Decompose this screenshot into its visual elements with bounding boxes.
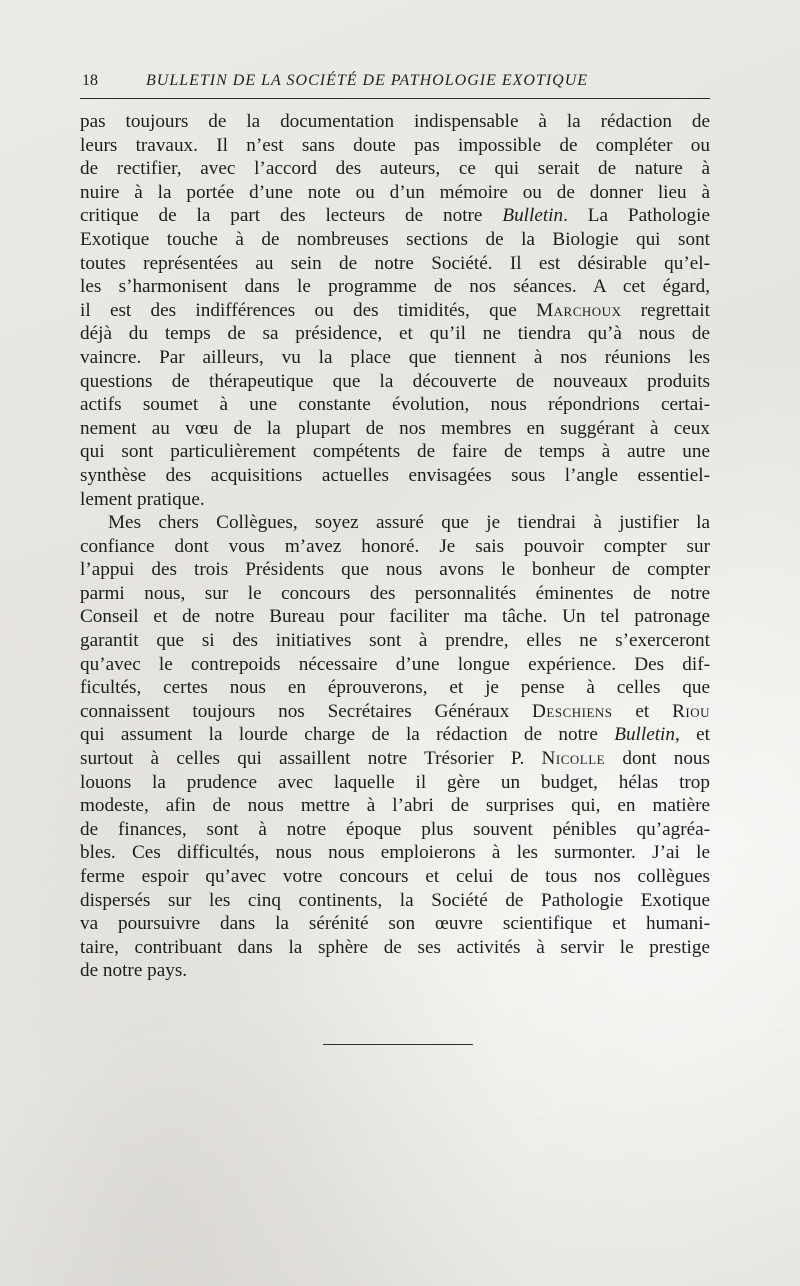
text-run: ferme espoir qu’avec votre concours et celui de tous nos collègues xyxy=(80,866,710,887)
text-line xyxy=(80,299,710,323)
text-run: il est des indifférences ou des timidités, que xyxy=(80,299,537,321)
text-line xyxy=(80,535,710,559)
text-run: leurs travaux. Il n’est sans doute pas impossible de compléter ou xyxy=(80,134,710,156)
text-line xyxy=(80,393,710,417)
text-run: louons la prudence avec laquelle il gère un budget, hélas trop xyxy=(80,771,710,793)
text-line xyxy=(80,110,710,134)
text-line xyxy=(80,605,710,629)
text-line xyxy=(80,157,710,181)
text-line xyxy=(80,322,710,346)
text-run: de rectifier, avec l’accord des auteurs, ce qui serait de nature à xyxy=(80,158,710,180)
text-run: surtout à celles qui assaillent notre Trésorier P. xyxy=(80,748,542,770)
text-line xyxy=(80,700,710,724)
text-line xyxy=(80,936,710,960)
text-run: qui sont particulièrement compétents de faire de temps à autre une xyxy=(80,441,710,463)
text-run: les s’harmonisent dans le programme de nos séances. A cet égard, xyxy=(80,276,710,298)
text-line xyxy=(80,747,710,771)
text-line xyxy=(80,676,710,700)
page-number: 18 xyxy=(82,72,98,89)
text-line xyxy=(80,841,710,865)
person-name: Marchoux xyxy=(536,299,622,321)
text-line xyxy=(80,440,710,464)
text-run: taire, contribuant dans la sphère de ses activités à servir le prestige xyxy=(80,936,710,958)
text-run: ficultés, certes nous en éprouverons, et je pense à celles que xyxy=(80,677,710,699)
text-run: de notre pays. xyxy=(80,960,188,982)
text-run: et xyxy=(612,700,673,722)
text-run: nuire à la portée d’une note ou d’un mémoire ou de donner lieu à xyxy=(80,181,710,203)
text-line xyxy=(80,417,710,441)
text-line xyxy=(80,771,710,795)
text-run: questions de thérapeutique que la découverte de nouveaux produits xyxy=(80,370,710,392)
italic-title: Bulletin xyxy=(614,724,675,746)
text-line xyxy=(80,181,710,205)
text-run: confiance dont vous m’avez honoré. Je sais pouvoir compter sur xyxy=(80,535,710,557)
text-run: synthèse des acquisitions actuelles envisagées sous l’angle essentiel- xyxy=(80,464,710,486)
text-run: qui assument la lourde charge de la rédaction de notre xyxy=(80,724,615,746)
text-line xyxy=(80,558,710,582)
text-run: dispersés sur les cinq continents, la Société de Pathologie Exotique xyxy=(80,889,710,911)
text-run: bles. Ces difficultés, nous nous emploierons à les surmonter. J’ai le xyxy=(80,842,710,864)
text-run: de finances, sont à notre époque plus souvent pénibles qu’agréa- xyxy=(80,818,710,840)
text-run: vaincre. Par ailleurs, vu la place que tiennent à nos réunions les xyxy=(80,346,710,368)
text-line xyxy=(80,346,710,370)
text-run: l’appui des trois Présidents que nous avons le bonheur de compter xyxy=(80,559,710,581)
text-run: va poursuivre dans la sérénité son œuvre scientifique et humani- xyxy=(80,913,710,935)
paragraph-2 xyxy=(80,511,710,983)
text-line xyxy=(80,959,710,983)
text-run: lement pratique. xyxy=(80,488,205,510)
text-run: déjà du temps de sa présidence, et qu’il ne tiendra qu’à nous de xyxy=(80,323,710,345)
text-run: critique de la part des lecteurs de notre xyxy=(80,205,503,227)
italic-title: Bulletin xyxy=(502,205,564,227)
text-run: pas toujours de la documentation indispensable à la rédaction de xyxy=(80,111,710,132)
text-run: actifs soumet à une constante évolution, nous répondrions certai- xyxy=(80,394,710,416)
text-run: qu’avec le contrepoids nécessaire d’une longue expérience. Des dif- xyxy=(80,653,710,675)
body-text xyxy=(80,110,710,983)
text-line xyxy=(80,818,710,842)
text-line xyxy=(80,370,710,394)
text-run: regrettait xyxy=(621,299,710,321)
text-line xyxy=(80,204,710,228)
text-line xyxy=(80,865,710,889)
text-line xyxy=(80,511,710,535)
text-run: garantit que si des initiatives sont à prendre, elles ne s’exerceront xyxy=(80,630,710,652)
text-line xyxy=(80,582,710,606)
text-line xyxy=(80,912,710,936)
text-run: connaissent toujours nos Secrétaires Généraux xyxy=(80,700,533,722)
text-run: . La Pathologie xyxy=(563,205,710,227)
text-run: parmi nous, sur le concours des personnalités éminentes de notre xyxy=(80,582,710,604)
person-name: Riou xyxy=(672,700,710,722)
text-run: modeste, afin de nous mettre à l’abri de surprises qui, en matière xyxy=(80,795,710,817)
text-line xyxy=(80,653,710,677)
text-line xyxy=(80,228,710,252)
text-line xyxy=(80,723,710,747)
running-title: BULLETIN DE LA SOCIÉTÉ DE PATHOLOGIE EXOTIQUE xyxy=(146,72,589,89)
end-rule xyxy=(323,1044,473,1045)
person-name: Deschiens xyxy=(532,700,613,722)
person-name: Nicolle xyxy=(541,748,606,770)
text-run: Mes chers Collègues, soyez assuré que je tiendrai à justifier la xyxy=(108,512,710,534)
text-run: toutes représentées au sein de notre Société. Il est désirable qu’el- xyxy=(80,252,710,274)
text-run: , et xyxy=(674,724,710,746)
running-header xyxy=(80,68,710,99)
text-line xyxy=(80,275,710,299)
text-run: dont nous xyxy=(605,748,710,770)
text-run: Exotique touche à de nombreuses sections de la Biologie qui sont xyxy=(80,228,710,250)
text-line xyxy=(80,629,710,653)
text-line xyxy=(80,252,710,276)
text-line xyxy=(80,488,710,512)
paragraph-1 xyxy=(80,110,710,511)
text-line xyxy=(80,794,710,818)
text-run: nement au vœu de la plupart de nos membres en suggérant à ceux xyxy=(80,417,710,439)
text-run: Conseil et de notre Bureau pour faciliter ma tâche. Un tel patronage xyxy=(80,606,710,628)
paper-crease xyxy=(520,1011,800,1121)
text-line xyxy=(80,889,710,913)
text-line xyxy=(80,464,710,488)
text-line xyxy=(80,134,710,158)
